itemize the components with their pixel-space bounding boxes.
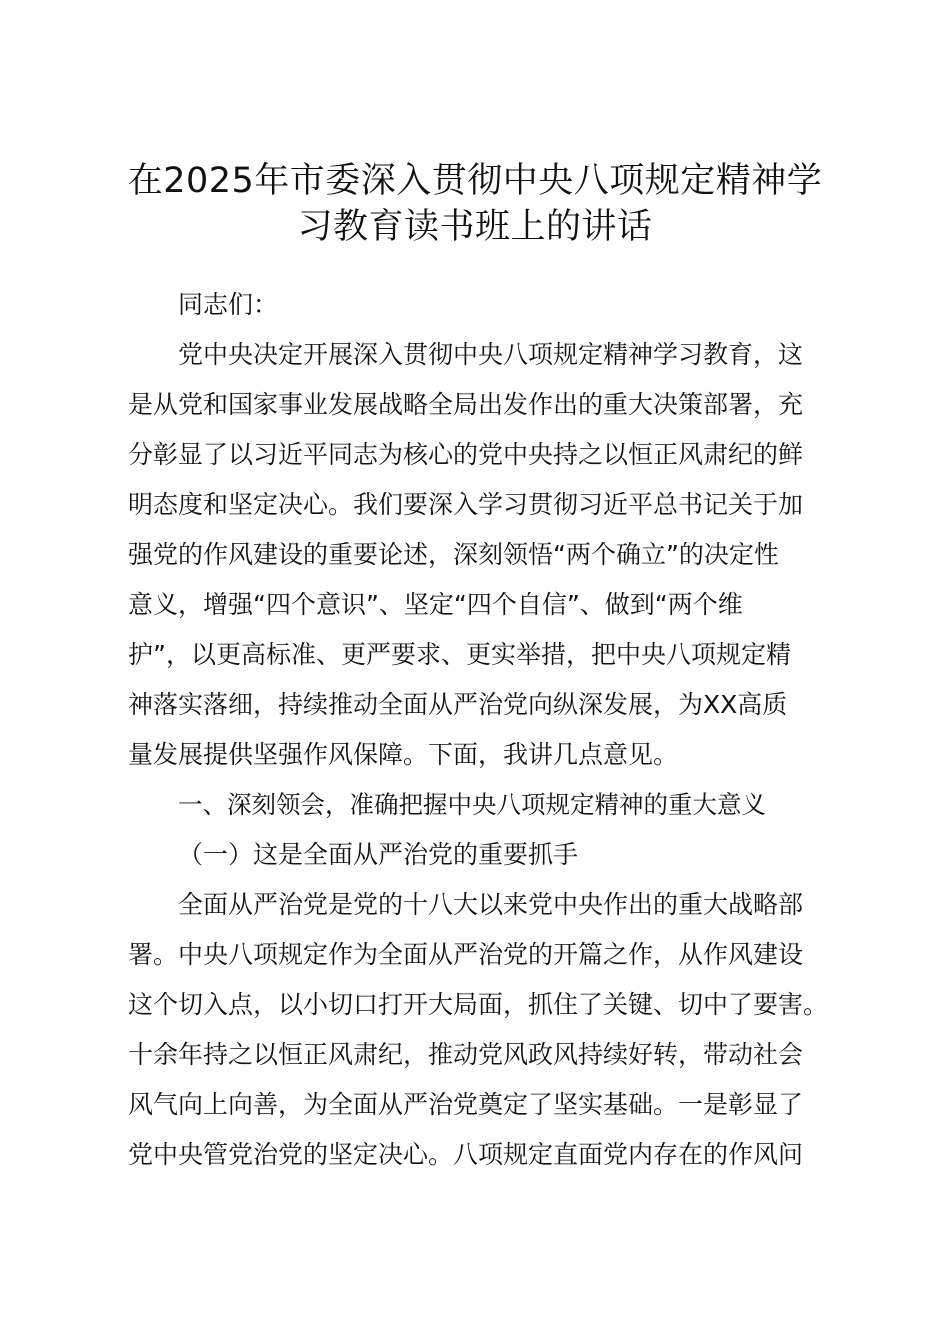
section-heading-1: 一、深刻领会，准确把握中央八项规定精神的重大意义 bbox=[178, 790, 766, 819]
paragraph-1-line-3: 分彰显了以习近平同志为核心的党中央持之以恒正风肃纪的鲜 bbox=[128, 440, 804, 469]
paragraph-2-line-5: 风气向上向善，为全面从严治党奠定了坚实基础。一是彰显了 bbox=[128, 1090, 804, 1119]
paragraph-1-line-4: 明态度和坚定决心。我们要深入学习贯彻习近平总书记关于加 bbox=[128, 490, 804, 519]
paragraph-1-line-2: 是从党和国家事业发展战略全局出发作出的重大决策部署，充 bbox=[128, 390, 804, 419]
paragraph-1-line-8: 神落实落细，持续推动全面从严治党向纵深发展，为XX高质 bbox=[128, 690, 788, 719]
document-title: 在2025年市委深入贯彻中央八项规定精神学习教育读书班上的讲话 bbox=[127, 161, 823, 247]
paragraph-2-line-4: 十余年持之以恒正风肃纪，推动党风政风持续好转，带动社会 bbox=[128, 1040, 804, 1069]
paragraph-2-line-3: 这个切入点，以小切口打开大局面，抓住了关键、切中了要害。 bbox=[128, 990, 829, 1019]
paragraph-1-line-1: 党中央决定开展深入贯彻中央八项规定精神学习教育，这 bbox=[178, 340, 804, 369]
paragraph-2-line-2: 署。中央八项规定作为全面从严治党的开篇之作，从作风建设 bbox=[128, 940, 804, 969]
paragraph-2-line-1: 全面从严治党是党的十八大以来党中央作出的重大战略部 bbox=[178, 890, 804, 919]
salutation: 同志们： bbox=[178, 290, 279, 319]
paragraph-1-line-9: 量发展提供坚强作风保障。下面，我讲几点意见。 bbox=[128, 740, 679, 769]
paragraph-1-line-6: 意义，增强“四个意识”、坚定“四个自信”、做到“两个维 bbox=[128, 590, 743, 619]
paragraph-2-line-6: 党中央管党治党的坚定决心。八项规定直面党内存在的作风问 bbox=[128, 1140, 804, 1169]
subsection-heading-1: （一）这是全面从严治党的重要抓手 bbox=[178, 840, 579, 869]
paragraph-1-line-7: 护”，以更高标准、更严要求、更实举措，把中央八项规定精 bbox=[128, 640, 791, 669]
paragraph-1-line-5: 强党的作风建设的重要论述，深刻领悟“两个确立”的决定性 bbox=[128, 540, 779, 569]
